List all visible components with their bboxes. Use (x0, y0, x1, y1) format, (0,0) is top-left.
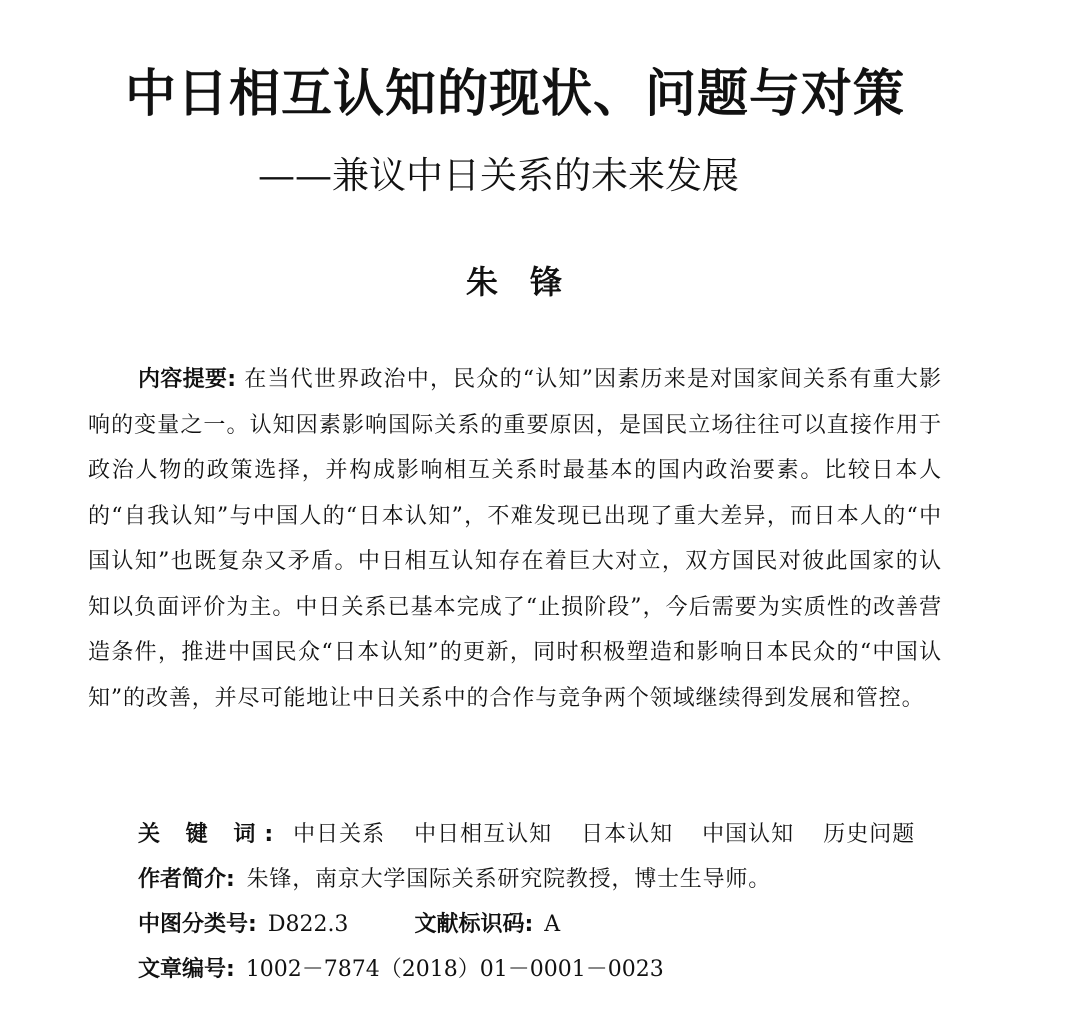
keywords-label: 关 键 词: (138, 822, 283, 847)
clc-label: 中图分类号: (138, 912, 257, 937)
clc-value: D822.3 (267, 912, 349, 937)
abstract-text: 在当代世界政治中，民众的“认知”因素历来是对国家间关系有重大影响的变量之一。认知因素影响国际关系的重要原因，是国民立场往往可以直接作用于政治人物的政策选择，并构成影响相互关系时最基本的国内政治要素。比较日本人的“自我认知”与中国人的“日本认知”，不难发现已出现了重大差异，而日本人的“中国认知”也既复杂又矛盾。中日相互认知存在着巨大对立，双方国民对彼此国家的认知以负面评价为主。中日关系已基本完成了“止损阶段”，今后需要为实质性的改善营造条件，推进中国民众“日本认知”的更新，同时积极塑造和影响日本民众的“中国认知”的改善，并尽可能地让中日关系中的合作与竞争两个领域继续得到发展和管控。 (88, 367, 942, 711)
keyword: 中日关系 (293, 822, 386, 847)
keyword: 中日相互认知 (414, 822, 553, 847)
classification-row (138, 910, 560, 940)
doc-code-value: A (544, 912, 561, 937)
keyword: 中国认知 (702, 822, 795, 847)
article-id-value: 1002－7874（2018）01－0001－0023 (245, 957, 664, 982)
author-name: 朱锋 (466, 263, 595, 301)
author-bio-label: 作者简介: (138, 867, 235, 892)
keywords-row (138, 820, 937, 850)
keyword: 历史问题 (823, 822, 916, 847)
article-id-row (138, 955, 664, 985)
author-bio-text: 朱锋，南京大学国际关系研究院教授，博士生导师。 (246, 867, 772, 892)
author-bio-row (138, 865, 771, 895)
keyword: 日本认知 (581, 822, 674, 847)
doc-code-label: 文献标识码: (414, 912, 534, 937)
abstract-label: 内容提要: (138, 367, 237, 392)
article-id-label: 文章编号: (138, 957, 235, 982)
abstract-paragraph (88, 357, 942, 721)
article-subtitle: ——兼议中日关系的未来发展 (258, 154, 739, 197)
article-title: 中日相互认知的现状、问题与对策 (124, 65, 905, 124)
